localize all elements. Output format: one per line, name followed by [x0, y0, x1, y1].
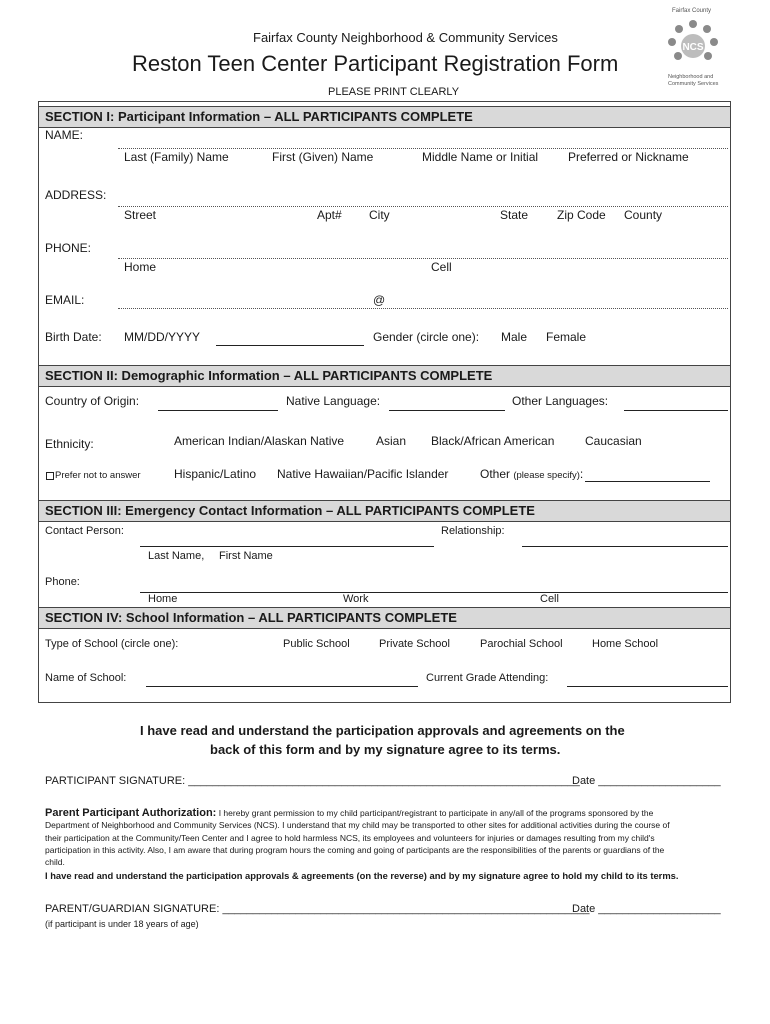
cell-phone-caption: Cell [431, 260, 452, 274]
prefer-not-label: Prefer not to answer [55, 470, 141, 481]
page-title: Reston Teen Center Participant Registration Form [132, 51, 619, 76]
contact-person-input[interactable] [140, 546, 434, 547]
phone-input[interactable] [118, 258, 728, 259]
ethnicity-hawaiian[interactable]: Native Hawaiian/Pacific Islander [277, 467, 449, 481]
contact-phone-label: Phone: [45, 576, 80, 588]
school-name-input[interactable] [146, 686, 418, 687]
contact-home-caption: Home [148, 593, 178, 605]
auth-line-3: their participation at the Community/Teen Center and I agree to hold harmless NCS, its employees and volunteers for injuries or damages resulting from my child's [45, 832, 655, 843]
school-type-home[interactable]: Home School [592, 638, 659, 650]
parent-signature[interactable]: PARENT/GUARDIAN SIGNATURE: ____________________________________________________________ [45, 903, 590, 915]
logo-figures-icon [662, 18, 724, 74]
auth-line-5: child. [45, 857, 65, 868]
county-caption: County [624, 208, 663, 222]
agency-name: Fairfax County Neighborhood & Community Services [253, 30, 558, 45]
logo-top-text: Fairfax County [672, 8, 712, 14]
email-at: @ [373, 293, 386, 307]
prefer-not-checkbox[interactable] [46, 472, 54, 480]
relationship-input[interactable] [522, 546, 728, 547]
home-phone-caption: Home [124, 260, 157, 274]
gender-label: Gender (circle one): [373, 330, 480, 344]
ethnicity-black[interactable]: Black/African American [431, 434, 555, 448]
logo-bottom-text: Neighborhood and Community Services [668, 74, 719, 87]
school-name-label: Name of School: [45, 672, 127, 684]
birth-date-format: MM/DD/YYYY [124, 330, 201, 344]
auth-line-1: I hereby grant permission to my child participant/registrant to participate in any/all of the programs sponsored by the [216, 808, 654, 818]
gender-female[interactable]: Female [546, 330, 587, 344]
ethnicity-hispanic[interactable]: Hispanic/Latino [174, 467, 257, 481]
birth-date-label: Birth Date: [45, 330, 102, 344]
auth-bold-statement: I have read and understand the participation approvals & agreements (on the reverse) and by my signature agree to hold my child to its terms. [45, 870, 679, 882]
section3-header [39, 500, 730, 522]
contact-last-name-caption: Last Name, [148, 550, 205, 562]
section4-header [39, 607, 730, 629]
zip-caption: Zip Code [557, 208, 606, 222]
address-label: ADDRESS: [45, 188, 107, 202]
school-type-public[interactable]: Public School [283, 638, 350, 650]
parent-note: (if participant is under 18 years of age) [45, 919, 199, 929]
street-caption: Street [124, 208, 157, 222]
school-type-parochial[interactable]: Parochial School [480, 638, 563, 650]
city-caption: City [369, 208, 390, 222]
parent-date[interactable]: Date ____________________ [572, 903, 721, 915]
ethnicity-american-indian[interactable]: American Indian/Alaskan Native [174, 434, 345, 448]
grade-input[interactable] [567, 686, 728, 687]
last-name-caption: Last (Family) Name [124, 150, 229, 164]
email-input[interactable] [118, 308, 728, 309]
auth-line-2: Department of Neighborhood and Community Services (NCS). I understand that my child may be transported to other sites for additional activities during the course of [45, 820, 670, 831]
name-input[interactable] [118, 148, 728, 149]
ethnicity-label: Ethnicity: [45, 437, 94, 451]
other-languages-input[interactable] [624, 410, 728, 411]
first-name-caption: First (Given) Name [272, 150, 374, 164]
agreement-line-1: I have read and understand the participation approvals and agreements on the [140, 723, 625, 738]
relationship-label: Relationship: [441, 525, 505, 537]
other-label: Other [480, 467, 511, 481]
participant-signature[interactable]: PARTICIPANT SIGNATURE: ________________________________________________________________ [45, 775, 580, 787]
section1-header [39, 106, 730, 128]
ethnicity-other[interactable] [480, 467, 583, 481]
native-language-input[interactable] [389, 410, 505, 411]
participant-date[interactable]: Date ____________________ [572, 775, 721, 787]
other-hint: (please specify) [513, 470, 580, 481]
auth-colon: : [212, 807, 217, 819]
state-caption: State [500, 208, 529, 222]
contact-person-label: Contact Person: [45, 525, 124, 537]
auth-line-4: participation in this activity. Also, I am aware that during program hours the coming and going of participants are the responsibilities of the parents or guardians of the [45, 844, 665, 855]
section3-title: SECTION III: Emergency Contact Information – ALL PARTICIPANTS COMPLETE [45, 503, 535, 518]
contact-cell-caption: Cell [540, 593, 559, 605]
gender-male[interactable]: Male [501, 330, 528, 344]
other-languages-label: Other Languages: [512, 394, 609, 408]
contact-first-name-caption: First Name [219, 550, 273, 562]
section4-title: SECTION IV: School Information – ALL PARTICIPANTS COMPLETE [45, 610, 457, 625]
section2-header [39, 365, 730, 387]
phone-label: PHONE: [45, 241, 92, 255]
school-type-private[interactable]: Private School [379, 638, 450, 650]
ethnicity-caucasian[interactable]: Caucasian [585, 434, 642, 448]
address-input[interactable] [118, 206, 728, 207]
section2-title: SECTION II: Demographic Information – ALL PARTICIPANTS COMPLETE [45, 368, 493, 383]
auth-title: Parent Participant Authorization [45, 807, 213, 819]
school-type-label: Type of School (circle one): [45, 638, 179, 650]
contact-work-caption: Work [343, 593, 369, 605]
ethnicity-asian[interactable]: Asian [376, 434, 407, 448]
print-note: PLEASE PRINT CLEARLY [328, 86, 460, 98]
ncs-logo [662, 8, 724, 90]
name-label: NAME: [45, 128, 84, 142]
native-language-label: Native Language: [286, 394, 381, 408]
birth-date-input[interactable] [216, 345, 364, 346]
country-input[interactable] [158, 410, 278, 411]
grade-label: Current Grade Attending: [426, 672, 549, 684]
logo-center-text: NCS [682, 42, 704, 53]
email-label: EMAIL: [45, 293, 85, 307]
agreement-line-2: back of this form and by my signature agree to its terms. [210, 742, 561, 757]
country-label: Country of Origin: [45, 394, 140, 408]
apt-caption: Apt# [317, 208, 342, 222]
section1-title: SECTION I: Participant Information – ALL PARTICIPANTS COMPLETE [45, 109, 473, 124]
other-ethnicity-input[interactable] [585, 481, 710, 482]
nickname-caption: Preferred or Nickname [568, 150, 689, 164]
other-colon: : [579, 467, 584, 481]
middle-name-caption: Middle Name or Initial [422, 150, 539, 164]
parent-authorization [45, 807, 679, 883]
contact-phone-input[interactable] [140, 592, 728, 593]
